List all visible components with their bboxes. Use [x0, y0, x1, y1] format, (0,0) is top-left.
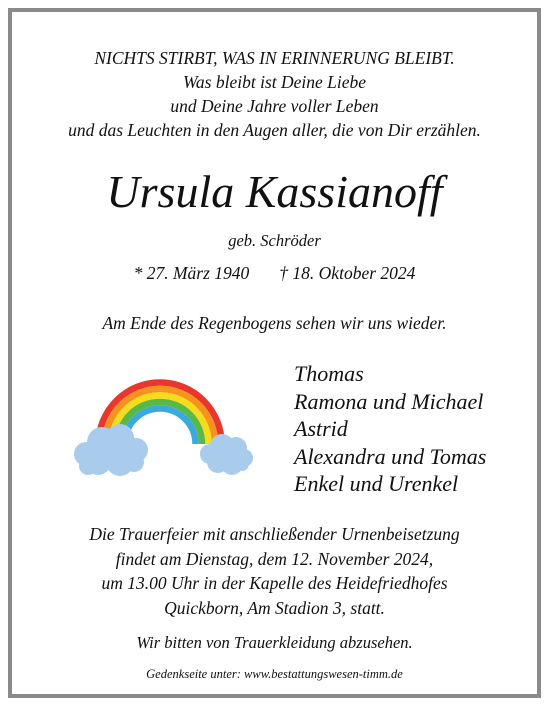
mourners-list [294, 360, 486, 498]
service-line: um 13.00 Uhr in der Kapelle des Heidefriedhofes [101, 573, 448, 593]
motto-line: Was bleibt ist Deine Liebe [182, 72, 367, 92]
mourner: Enkel und Urenkel [294, 471, 459, 496]
deceased-name: Ursula Kassianoff [106, 166, 443, 217]
motto-line: und das Leuchten in den Augen aller, die von Dir erzählen. [68, 120, 481, 140]
life-dates [12, 261, 537, 285]
rainbow-icon [64, 374, 256, 486]
mourner: Astrid [294, 416, 348, 441]
motto-line: NICHTS STIRBT, WAS IN ERINNERUNG BLEIBT. [94, 48, 455, 68]
service-line: Quickborn, Am Stadion 3, statt. [164, 597, 385, 618]
motto-line: und Deine Jahre voller Leben [170, 96, 379, 116]
left-cloud-icon [74, 424, 148, 476]
motto [12, 46, 537, 142]
death-date: † 18. Oktober 2024 [279, 263, 416, 283]
mourner: Alexandra und Tomas [294, 443, 487, 469]
memorial-page-link[interactable]: Gedenkseite unter: www.bestattungswesen-timm.de [146, 667, 403, 681]
mourner: Thomas [294, 361, 364, 386]
maiden-name: geb. Schröder [228, 231, 321, 250]
service-info [12, 522, 537, 620]
obituary-frame [8, 8, 541, 698]
mourner: Ramona und Michael [294, 388, 484, 414]
quote: Am Ende des Regenbogens sehen wir uns wieder. [102, 313, 447, 333]
service-line: Die Trauerfeier mit anschließender Urnenbeisetzung [89, 524, 460, 544]
service-line: findet am Dienstag, dem 12. November 2024, [115, 548, 434, 569]
birth-date: * 27. März 1940 [133, 263, 250, 283]
dress-request: Wir bitten von Trauerkleidung abzusehen. [136, 633, 413, 652]
